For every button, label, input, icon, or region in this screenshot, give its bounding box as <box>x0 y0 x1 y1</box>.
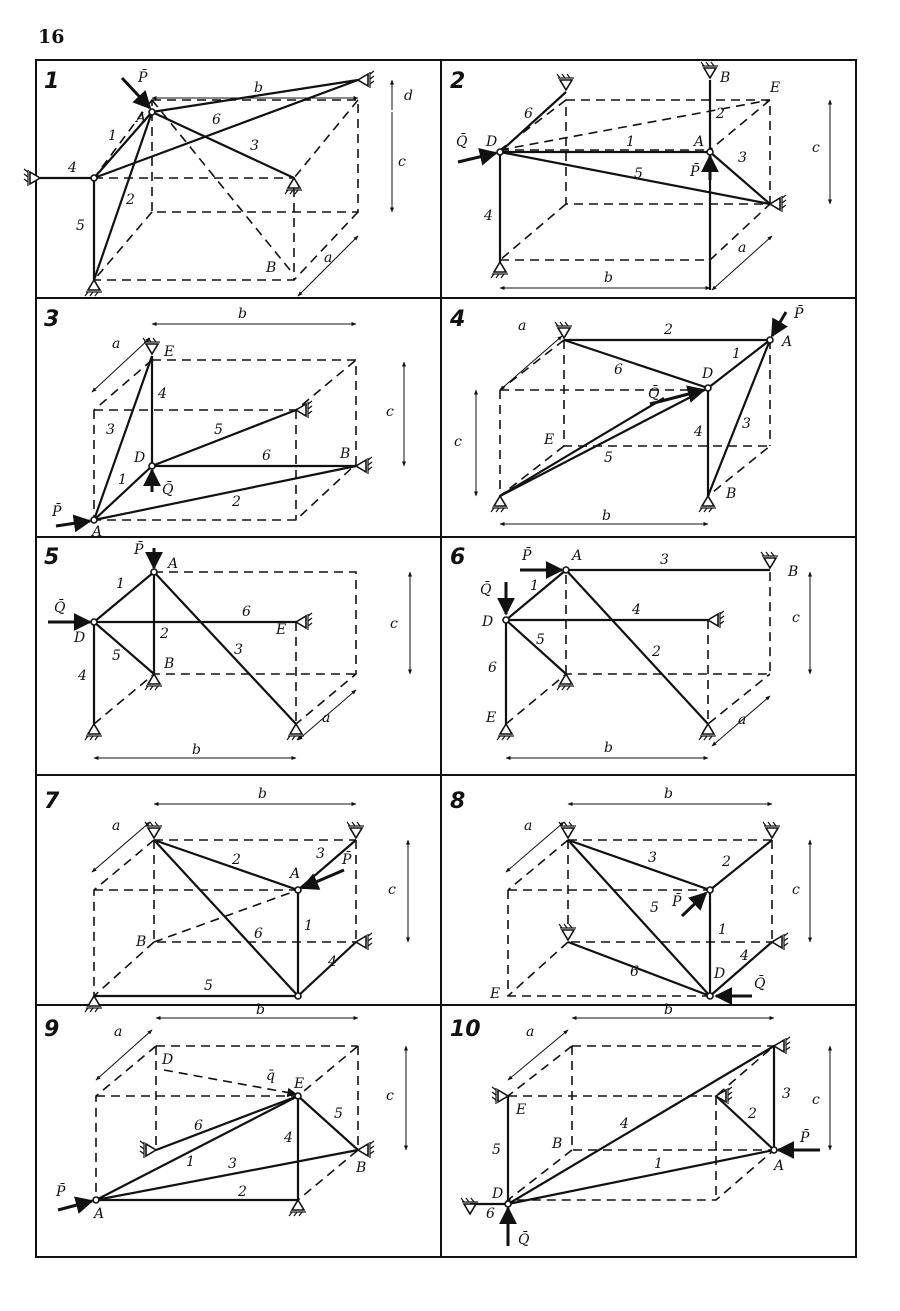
label-text: P̄ <box>134 542 144 558</box>
label-text: A <box>782 334 793 350</box>
support-icon <box>85 280 102 296</box>
label-text: 2 <box>716 106 725 122</box>
joint-node <box>497 149 503 155</box>
label-text: c <box>386 1088 394 1104</box>
truss-rods <box>40 80 358 280</box>
label-text: 3 <box>648 850 657 866</box>
label-text: 5 <box>334 1106 343 1122</box>
joint-node <box>295 1093 301 1099</box>
support-icon <box>358 1141 374 1158</box>
dimension-line <box>92 822 150 872</box>
label-text: d <box>404 88 413 104</box>
label-text: 5 <box>604 450 613 466</box>
label-text: b <box>238 306 247 322</box>
support-icon <box>761 552 778 568</box>
support-icon <box>772 933 788 950</box>
dimension-line <box>508 1030 568 1080</box>
support-icon <box>557 674 574 690</box>
label-text: 3 <box>660 552 669 568</box>
label-text: B <box>552 1136 563 1152</box>
page-number: 16 <box>38 26 65 48</box>
truss-rods <box>500 340 770 496</box>
label-text: 6 <box>242 604 251 620</box>
dimension-line <box>500 336 562 390</box>
force-arrow <box>56 521 90 526</box>
label-text: 6 <box>614 362 623 378</box>
support-icon <box>347 822 364 838</box>
label-text: a <box>322 710 331 726</box>
joint-node <box>93 1197 99 1203</box>
support-icon <box>770 195 786 212</box>
label-text: D <box>134 450 146 466</box>
support-icon <box>491 496 508 512</box>
panel-1 <box>24 68 413 296</box>
panel-4 <box>449 304 804 524</box>
label-text: D <box>702 366 714 382</box>
force-arrow <box>458 153 496 162</box>
label-text: E <box>516 1102 527 1118</box>
label-text: A <box>92 524 103 540</box>
label-text: 4 <box>484 208 493 224</box>
label-text: 7 <box>44 789 60 814</box>
label-text: a <box>112 818 121 834</box>
label-text: 1 <box>530 578 539 594</box>
support-icon <box>143 338 160 354</box>
label-text: 3 <box>738 150 747 166</box>
joint-node <box>91 175 97 181</box>
label-text: 4 <box>328 954 337 970</box>
joint-node <box>707 149 713 155</box>
label-text: 2 <box>232 494 241 510</box>
support-icon <box>708 611 724 628</box>
label-text: B <box>788 564 799 580</box>
label-text: P̄ <box>800 1130 810 1146</box>
label-text: D <box>486 134 498 150</box>
label-text: b <box>604 740 613 756</box>
label-text: 2 <box>238 1184 247 1200</box>
label-text: E <box>490 986 501 1002</box>
label-text: c <box>398 154 406 170</box>
joint-node <box>503 617 509 623</box>
label-text: A <box>136 110 147 126</box>
support-icon <box>491 262 508 278</box>
label-text: a <box>526 1024 535 1040</box>
label-text: D <box>162 1052 174 1068</box>
support-icon <box>555 322 572 338</box>
panel-7 <box>44 786 408 1012</box>
label-text: 6 <box>450 545 466 570</box>
force-arrow <box>302 870 344 888</box>
support-icon <box>461 1198 478 1214</box>
support-icon <box>701 62 718 78</box>
joint-node <box>767 337 773 343</box>
label-text: 4 <box>740 948 749 964</box>
label-text: b <box>192 742 201 758</box>
label-text: E <box>486 710 497 726</box>
label-text: E <box>294 1076 305 1092</box>
panel-10 <box>450 1002 830 1248</box>
support-icon <box>145 674 162 690</box>
label-text: 1 <box>304 918 313 934</box>
support-icon <box>85 724 102 740</box>
label-text: b <box>254 80 263 96</box>
support-icon <box>296 613 312 630</box>
label-text: 4 <box>632 602 641 618</box>
label-text: 2 <box>126 192 135 208</box>
support-icon <box>699 496 716 512</box>
support-icon <box>699 724 716 740</box>
hidden-box-edges <box>94 360 356 520</box>
label-text: P̄ <box>690 164 700 180</box>
label-text: 5 <box>112 648 121 664</box>
label-text: a <box>738 712 747 728</box>
label-text: B <box>356 1160 367 1176</box>
panel-5 <box>44 540 410 758</box>
label-text: 4 <box>620 1116 629 1132</box>
label-text: 3 <box>44 307 60 332</box>
label-text: 5 <box>492 1142 501 1158</box>
label-text: 6 <box>194 1118 203 1134</box>
label-text: A <box>290 866 301 882</box>
label-text: 3 <box>742 416 751 432</box>
label-text: 1 <box>118 472 127 488</box>
label-text: 1 <box>718 922 727 938</box>
label-text: B <box>720 70 731 86</box>
label-text: 5 <box>204 978 213 994</box>
label-text: b <box>602 508 611 524</box>
label-text: 5 <box>44 545 60 570</box>
label-text: 4 <box>158 386 167 402</box>
joint-node <box>563 567 569 573</box>
label-text: c <box>388 882 396 898</box>
label-text: B <box>340 446 351 462</box>
label-text: 6 <box>212 112 221 128</box>
label-text: Q̄ <box>518 1232 530 1248</box>
label-text: A <box>694 134 705 150</box>
label-text: 2 <box>664 322 673 338</box>
label-text: 5 <box>214 422 223 438</box>
label-text: A <box>168 556 179 572</box>
label-text: Q̄ <box>754 976 766 992</box>
label-text: a <box>324 250 333 266</box>
label-text: c <box>812 140 820 156</box>
joint-node <box>707 993 713 999</box>
label-text: P̄ <box>672 894 682 910</box>
force-arrow <box>772 312 786 336</box>
label-text: P̄ <box>138 70 148 86</box>
label-text: 3 <box>250 138 259 154</box>
label-text: 2 <box>160 626 169 642</box>
label-text: A <box>94 1206 105 1222</box>
truss-rods <box>500 80 770 290</box>
label-text: c <box>812 1092 820 1108</box>
label-text: c <box>792 610 800 626</box>
label-text: 6 <box>488 660 497 676</box>
truss-rods <box>94 356 356 520</box>
label-text: b <box>664 1002 673 1018</box>
label-text: 6 <box>630 964 639 980</box>
label-text: D <box>74 630 86 646</box>
label-text: 6 <box>524 106 533 122</box>
support-icon <box>492 1087 508 1104</box>
label-text: D <box>714 966 726 982</box>
label-text: 9 <box>44 1017 60 1042</box>
label-text: 3 <box>228 1156 237 1172</box>
joint-node <box>91 517 97 523</box>
force-arrow <box>58 1201 92 1210</box>
label-text: D <box>482 614 494 630</box>
label-text: 3 <box>106 422 115 438</box>
joint-node <box>505 1201 511 1207</box>
truss-rods <box>96 1096 358 1200</box>
label-text: a <box>518 318 527 334</box>
truss-rods <box>94 840 356 996</box>
label-text: c <box>390 616 398 632</box>
label-text: a <box>738 240 747 256</box>
label-text: 3 <box>316 846 325 862</box>
support-icon <box>774 1037 790 1054</box>
label-text: Q̄ <box>480 582 492 598</box>
label-text: b <box>664 786 673 802</box>
label-text: 3 <box>782 1086 791 1102</box>
label-text: 5 <box>536 632 545 648</box>
label-text: 2 <box>652 644 661 660</box>
joint-node <box>295 887 301 893</box>
label-text: 4 <box>694 424 703 440</box>
support-icon <box>763 822 780 838</box>
label-text: P̄ <box>52 504 62 520</box>
panel-9 <box>44 1002 406 1222</box>
label-text: E <box>770 80 781 96</box>
label-text: c <box>454 434 462 450</box>
label-text: Q̄ <box>648 386 660 402</box>
support-icon <box>356 933 372 950</box>
label-text: a <box>112 336 121 352</box>
label-text: B <box>164 656 175 672</box>
label-text: 2 <box>450 69 466 94</box>
panel-6 <box>450 545 810 758</box>
label-text: c <box>386 404 394 420</box>
support-icon <box>557 74 574 90</box>
support-icon <box>497 724 514 740</box>
label-text: B <box>726 486 737 502</box>
support-icon <box>356 457 372 474</box>
label-text: 4 <box>68 160 77 176</box>
label-text: 6 <box>254 926 263 942</box>
joint-node <box>295 993 301 999</box>
label-text: P̄ <box>56 1184 66 1200</box>
label-text: 1 <box>186 1154 195 1170</box>
support-icon <box>289 1200 306 1216</box>
label-text: P̄ <box>794 306 804 322</box>
label-text: 1 <box>626 134 635 150</box>
label-text: 5 <box>634 166 643 182</box>
hidden-box-edges <box>94 100 358 280</box>
label-text: P̄ <box>522 548 532 564</box>
panel-3 <box>44 306 404 540</box>
joint-node <box>151 569 157 575</box>
label-text: 1 <box>654 1156 663 1172</box>
support-icon <box>358 71 374 88</box>
label-text: 1 <box>108 128 117 144</box>
label-text: 8 <box>450 789 466 814</box>
label-text: 5 <box>650 900 659 916</box>
force-arrow <box>682 893 706 916</box>
label-text: b <box>604 270 613 286</box>
label-text: a <box>524 818 533 834</box>
dimension-line <box>506 822 564 872</box>
label-text: A <box>774 1158 785 1174</box>
joint-node <box>707 887 713 893</box>
label-text: A <box>572 548 583 564</box>
label-text: 4 <box>450 307 466 332</box>
label-text: q̄ <box>266 1068 275 1084</box>
support-icon <box>559 924 576 940</box>
label-text: 2 <box>722 854 731 870</box>
joint-node <box>149 463 155 469</box>
label-text: 5 <box>76 218 85 234</box>
label-text: Q̄ <box>162 482 174 498</box>
label-text: 1 <box>116 576 125 592</box>
joint-node <box>705 385 711 391</box>
dimension-line <box>96 1030 152 1080</box>
truss-rods <box>568 840 772 996</box>
label-text: B <box>266 260 277 276</box>
support-icon <box>140 1141 156 1158</box>
label-text: Q̄ <box>54 600 66 616</box>
label-text: B <box>136 934 147 950</box>
label-text: 6 <box>262 448 271 464</box>
joint-node <box>771 1147 777 1153</box>
support-icon <box>24 169 40 186</box>
label-text: E <box>544 432 555 448</box>
label-text: E <box>276 622 287 638</box>
panel-2 <box>450 62 830 290</box>
label-text: P̄ <box>342 852 352 868</box>
label-text: 1 <box>732 346 741 362</box>
label-text: 6 <box>486 1206 495 1222</box>
label-text: E <box>164 344 175 360</box>
truss-rods <box>94 572 296 724</box>
label-text: Q̄ <box>456 134 468 150</box>
label-text: b <box>258 786 267 802</box>
joint-node <box>149 109 155 115</box>
label-text: D <box>492 1186 504 1202</box>
label-text: 2 <box>748 1106 757 1122</box>
panel-number: 1 <box>44 69 60 94</box>
label-text: 4 <box>78 668 87 684</box>
label-text: 2 <box>232 852 241 868</box>
label-text: 3 <box>234 642 243 658</box>
label-text: c <box>792 882 800 898</box>
label-text: 4 <box>284 1130 293 1146</box>
dimension-line <box>298 236 358 296</box>
joint-node <box>91 619 97 625</box>
truss-rods <box>506 570 770 724</box>
label-text: a <box>114 1024 123 1040</box>
label-text: 10 <box>450 1017 481 1042</box>
panel-8 <box>450 786 810 1002</box>
label-text: b <box>256 1002 265 1018</box>
